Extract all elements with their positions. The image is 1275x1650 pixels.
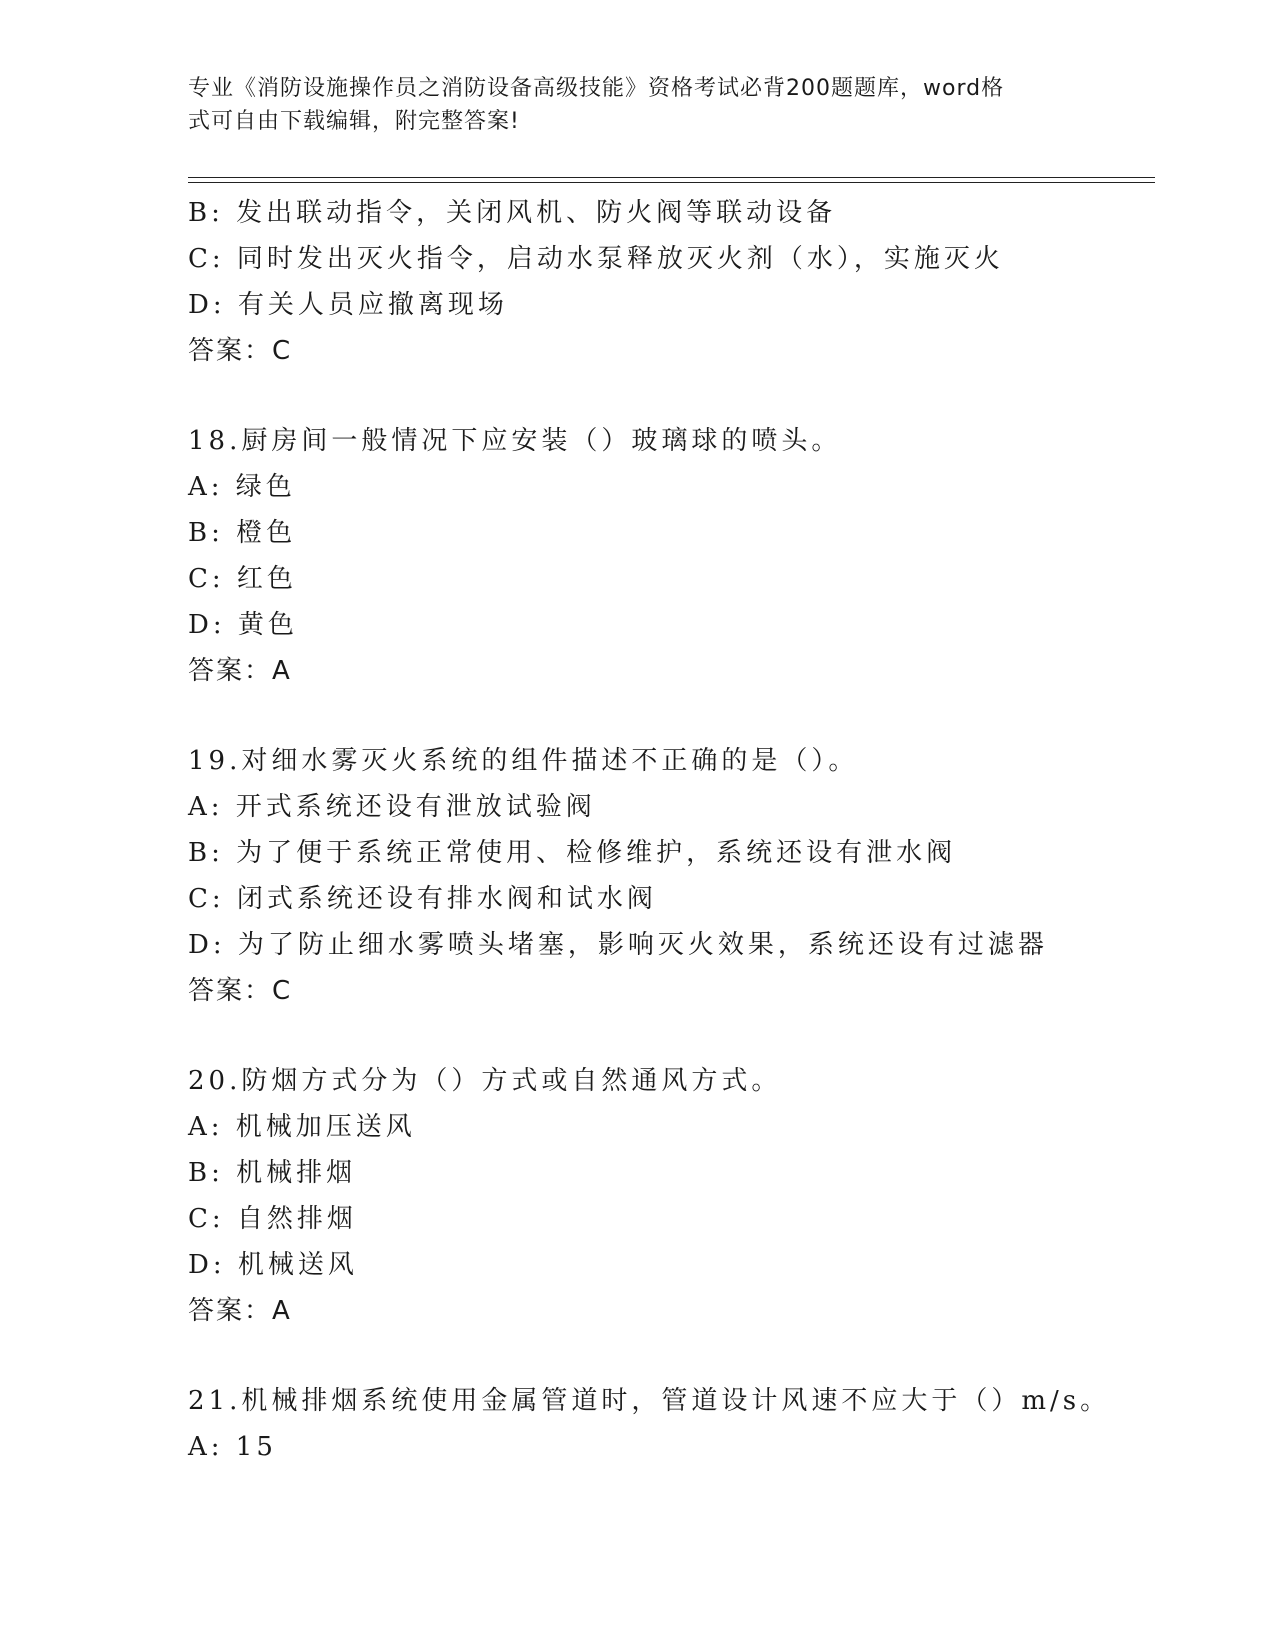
option-d: D: 有关人员应撤离现场 [188, 290, 508, 320]
option-a: A: 15 [188, 1432, 277, 1462]
option-c: C: 闭式系统还设有排水阀和试水阀 [188, 884, 657, 914]
question-content [188, 190, 1148, 1470]
option-c: C: 红色 [188, 564, 297, 594]
question-stem: 18.厨房间一般情况下应安装（）玻璃球的喷头。 [188, 426, 842, 456]
answer-line: 答案：C [188, 336, 293, 366]
question-21 [188, 1378, 1148, 1470]
option-c: C: 自然排烟 [188, 1204, 357, 1234]
spacer [188, 374, 1148, 418]
option-b: B: 机械排烟 [188, 1158, 357, 1188]
option-a: A: 绿色 [188, 472, 296, 502]
option-b: B: 橙色 [188, 518, 297, 548]
option-c: C: 同时发出灭火指令，启动水泵释放灭火剂（水），实施灭火 [188, 244, 1004, 274]
option-d: D: 黄色 [188, 610, 298, 640]
header-line-2: 式可自由下载编辑，附完整答案! [188, 109, 520, 134]
option-a: A: 开式系统还设有泄放试验阀 [188, 792, 596, 822]
question-stem: 20.防烟方式分为（）方式或自然通风方式。 [188, 1066, 782, 1096]
option-d: D: 机械送风 [188, 1250, 358, 1280]
spacer [188, 694, 1148, 738]
document-header [188, 72, 1068, 138]
question-19 [188, 738, 1148, 1014]
option-d: D: 为了防止细水雾喷头堵塞，影响灭火效果，系统还设有过滤器 [188, 930, 1048, 960]
spacer [188, 1014, 1148, 1058]
answer-line: 答案：A [188, 656, 292, 686]
option-b: B: 为了便于系统正常使用、检修维护，系统还设有泄水阀 [188, 838, 957, 868]
question-18 [188, 418, 1148, 694]
answer-line: 答案：C [188, 976, 293, 1006]
option-b: B: 发出联动指令，关闭风机、防火阀等联动设备 [188, 198, 837, 228]
header-divider-bottom [188, 182, 1155, 183]
question-stem: 21.机械排烟系统使用金属管道时，管道设计风速不应大于（）m/s。 [188, 1386, 1111, 1416]
partial-question-block [188, 190, 1148, 374]
question-stem: 19.对细水雾灭火系统的组件描述不正确的是（）。 [188, 746, 859, 776]
header-line-1: 专业《消防设施操作员之消防设备高级技能》资格考试必背200题题库，word格 [188, 76, 1005, 101]
option-a: A: 机械加压送风 [188, 1112, 416, 1142]
question-20 [188, 1058, 1148, 1334]
spacer [188, 1334, 1148, 1378]
header-divider-top [188, 177, 1155, 178]
answer-line: 答案：A [188, 1296, 292, 1326]
